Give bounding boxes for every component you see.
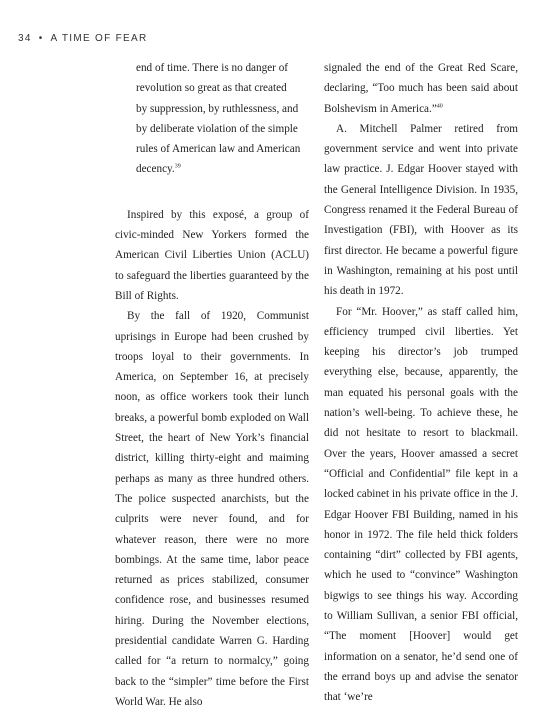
paragraph: A. Mitchell Palmer retired from government service and went into private law practice. J. Edgar Hoover stayed with the General Intelligence Division. In 1935, Congress renamed it the Federal Bureau of Investigation (FBI), with Hoover as its first director. He became a powerful figure in Washington, remaining at his post until his death in 1972. [324, 122, 518, 298]
quote-line-last [136, 159, 309, 179]
paragraph-text: signaled the end of the Great Red Scare, declaring, “Too much has been said about Bolshevism in America.” [324, 62, 518, 115]
quote-line: rules of American law and American [136, 143, 301, 156]
quote-text: decency. [136, 163, 175, 176]
book-title: A TIME OF FEAR [50, 33, 148, 44]
quote-line: revolution so great as that created [136, 82, 287, 95]
footnote-ref: 40 [436, 102, 443, 109]
running-head [18, 33, 147, 44]
header-separator: • [38, 33, 44, 44]
footnote-ref: 39 [174, 163, 181, 170]
quote-line: end of time. There is no danger of [136, 62, 289, 74]
section-gap [115, 180, 309, 205]
paragraph [324, 58, 518, 119]
paragraph: By the fall of 1920, Communist uprisings in Europe had been crushed by troops loyal to their governments. In America, on September 16, at precisely noon, as office workers took their lunch breaks, a powerful bomb exploded on Wall Street, the heart of New York’s financial district, killing thirty-eight and maiming perhaps as many as three hundred others. The police suspected anarchists, but the culprits were never found, and for whatever reason, there were no more bombings. At the same time, labor peace returned as prices stabilized, consumer confidence rose, and businesses resumed hiring. During the November elections, presidential candidate Warren G. Harding called for “a return to normalcy,” going back to the “simpler” time before the First World War. He also [115, 310, 309, 708]
quote-line: by suppression, by ruthlessness, and [136, 102, 299, 115]
paragraph: Inspired by this exposé, a group of civic-minded New Yorkers formed the American Civil Liberties Union (ACLU) to safeguard the liberties guaranteed by the Bill of Rights. [115, 208, 309, 302]
paragraph: For “Mr. Hoover,” as staff called him, efficiency trumped civil liberties. Yet keeping his director’s job trumped everything else, because, apparently, the man equated his personal goals with the nation’s well-being. To achieve these, he did not hesitate to resort to blackmail. Over the years, Hoover amassed a secret “Official and Confidential” file kept in a locked cabinet in his private office in the J. Edgar Hoover FBI Building, named in his honor in 1972. The file held thick folders containing “dirt” collected by FBI agents, which he used to “convince” Washington bigwigs to see things his way. According to William Sullivan, a senior FBI official, “The moment [Hoover] would get information on a senator, he’d send one of the errand boys up and advise the senator that ‘we’re [324, 305, 518, 704]
page-number: 34 [18, 33, 32, 44]
right-column [324, 58, 518, 708]
block-quote [115, 58, 309, 180]
quote-line: by deliberate violation of the simple [136, 122, 298, 135]
left-column [115, 58, 309, 712]
